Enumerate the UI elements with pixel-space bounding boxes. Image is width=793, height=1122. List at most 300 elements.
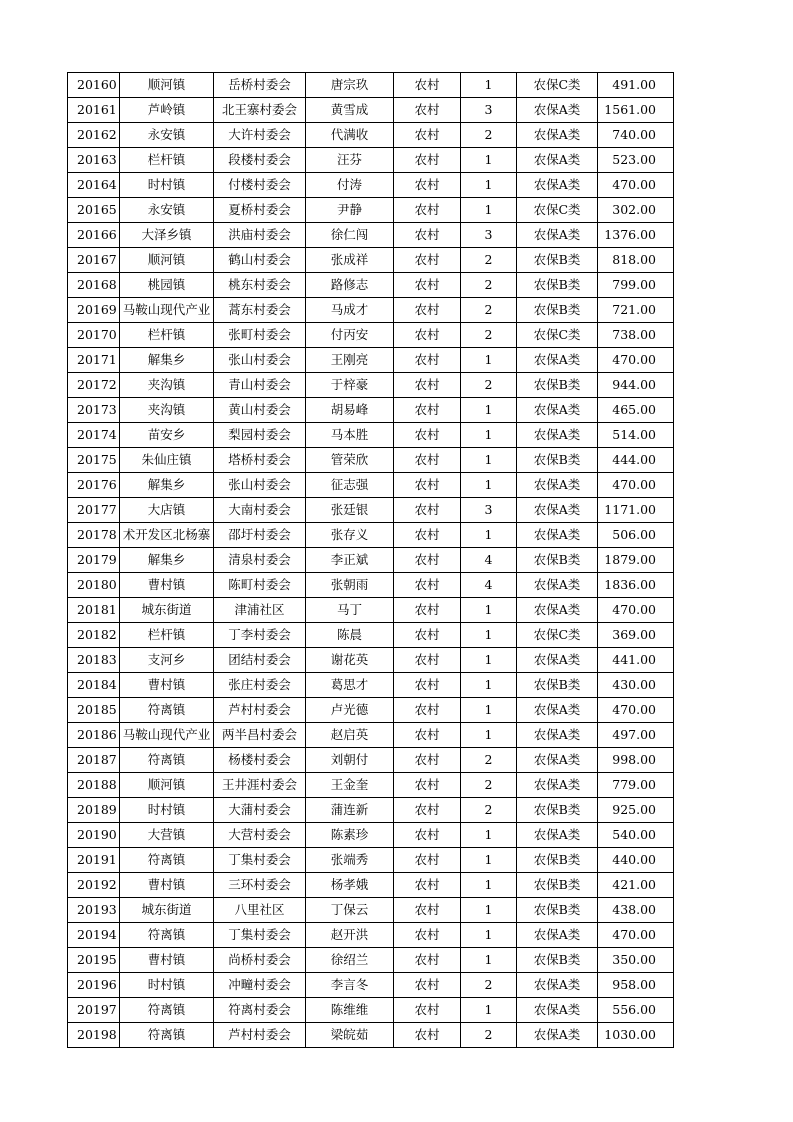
amount-cell: 444.00 xyxy=(598,448,674,473)
amount-cell: 497.00 xyxy=(598,723,674,748)
town-cell: 永安镇 xyxy=(120,198,214,223)
village-committee-cell: 团结村委会 xyxy=(214,648,306,673)
people-count-cell: 1 xyxy=(461,998,517,1023)
town-cell: 桃园镇 xyxy=(120,273,214,298)
amount-cell: 818.00 xyxy=(598,248,674,273)
amount-cell: 470.00 xyxy=(598,923,674,948)
village-committee-cell: 冲疃村委会 xyxy=(214,973,306,998)
town-cell: 夹沟镇 xyxy=(120,398,214,423)
person-name-cell: 付涛 xyxy=(306,173,394,198)
insurance-class-cell: 农保A类 xyxy=(517,423,598,448)
record-id-cell: 20196 xyxy=(68,973,120,998)
amount-cell: 998.00 xyxy=(598,748,674,773)
person-name-cell: 黄雪成 xyxy=(306,98,394,123)
town-cell: 大营镇 xyxy=(120,823,214,848)
people-count-cell: 4 xyxy=(461,573,517,598)
town-cell: 顺河镇 xyxy=(120,248,214,273)
household-type-cell: 农村 xyxy=(394,123,461,148)
household-type-cell: 农村 xyxy=(394,773,461,798)
table-row xyxy=(68,323,674,348)
household-type-cell: 农村 xyxy=(394,98,461,123)
people-count-cell: 2 xyxy=(461,323,517,348)
table-row xyxy=(68,998,674,1023)
table-row xyxy=(68,448,674,473)
people-count-cell: 1 xyxy=(461,173,517,198)
person-name-cell: 尹静 xyxy=(306,198,394,223)
household-type-cell: 农村 xyxy=(394,698,461,723)
household-type-cell: 农村 xyxy=(394,998,461,1023)
people-count-cell: 3 xyxy=(461,98,517,123)
person-name-cell: 王刚亮 xyxy=(306,348,394,373)
village-committee-cell: 岳桥村委会 xyxy=(214,73,306,98)
table-row xyxy=(68,948,674,973)
amount-cell: 491.00 xyxy=(598,73,674,98)
people-count-cell: 1 xyxy=(461,148,517,173)
village-committee-cell: 尚桥村委会 xyxy=(214,948,306,973)
insurance-class-cell: 农保C类 xyxy=(517,198,598,223)
town-cell: 马鞍山现代产业 xyxy=(120,723,214,748)
village-committee-cell: 夏桥村委会 xyxy=(214,198,306,223)
people-count-cell: 1 xyxy=(461,823,517,848)
amount-cell: 470.00 xyxy=(598,348,674,373)
household-type-cell: 农村 xyxy=(394,848,461,873)
person-name-cell: 唐宗玖 xyxy=(306,73,394,98)
person-name-cell: 胡易峰 xyxy=(306,398,394,423)
village-committee-cell: 桃东村委会 xyxy=(214,273,306,298)
household-type-cell: 农村 xyxy=(394,598,461,623)
amount-cell: 470.00 xyxy=(598,173,674,198)
person-name-cell: 蒲连新 xyxy=(306,798,394,823)
people-count-cell: 2 xyxy=(461,248,517,273)
town-cell: 顺河镇 xyxy=(120,73,214,98)
village-committee-cell: 大许村委会 xyxy=(214,123,306,148)
people-count-cell: 3 xyxy=(461,498,517,523)
person-name-cell: 李言冬 xyxy=(306,973,394,998)
town-cell: 顺河镇 xyxy=(120,773,214,798)
table-row xyxy=(68,73,674,98)
insurance-class-cell: 农保B类 xyxy=(517,873,598,898)
town-cell: 术开发区北杨寨 xyxy=(120,523,214,548)
record-id-cell: 20181 xyxy=(68,598,120,623)
household-type-cell: 农村 xyxy=(394,823,461,848)
amount-cell: 430.00 xyxy=(598,673,674,698)
table-row xyxy=(68,173,674,198)
people-count-cell: 2 xyxy=(461,123,517,148)
town-cell: 曹村镇 xyxy=(120,673,214,698)
household-type-cell: 农村 xyxy=(394,798,461,823)
record-id-cell: 20178 xyxy=(68,523,120,548)
record-id-cell: 20184 xyxy=(68,673,120,698)
table-row xyxy=(68,623,674,648)
record-id-cell: 20189 xyxy=(68,798,120,823)
person-name-cell: 马丁 xyxy=(306,598,394,623)
household-type-cell: 农村 xyxy=(394,298,461,323)
insurance-class-cell: 农保A类 xyxy=(517,473,598,498)
amount-cell: 799.00 xyxy=(598,273,674,298)
town-cell: 朱仙庄镇 xyxy=(120,448,214,473)
table-row xyxy=(68,123,674,148)
insurance-class-cell: 农保A类 xyxy=(517,498,598,523)
people-count-cell: 4 xyxy=(461,548,517,573)
amount-cell: 1171.00 xyxy=(598,498,674,523)
person-name-cell: 谢花英 xyxy=(306,648,394,673)
table-row xyxy=(68,523,674,548)
table-row xyxy=(68,498,674,523)
amount-cell: 925.00 xyxy=(598,798,674,823)
person-name-cell: 王金奎 xyxy=(306,773,394,798)
table-row xyxy=(68,98,674,123)
people-count-cell: 1 xyxy=(461,923,517,948)
village-committee-cell: 清泉村委会 xyxy=(214,548,306,573)
insurance-class-cell: 农保A类 xyxy=(517,723,598,748)
record-id-cell: 20175 xyxy=(68,448,120,473)
people-count-cell: 1 xyxy=(461,948,517,973)
record-id-cell: 20171 xyxy=(68,348,120,373)
household-type-cell: 农村 xyxy=(394,923,461,948)
person-name-cell: 葛思才 xyxy=(306,673,394,698)
people-count-cell: 1 xyxy=(461,348,517,373)
village-committee-cell: 丁集村委会 xyxy=(214,848,306,873)
insurance-class-cell: 农保A类 xyxy=(517,348,598,373)
insurance-class-cell: 农保B类 xyxy=(517,948,598,973)
table-row xyxy=(68,773,674,798)
insurance-class-cell: 农保A类 xyxy=(517,973,598,998)
insurance-class-cell: 农保B类 xyxy=(517,798,598,823)
insurance-class-cell: 农保C类 xyxy=(517,73,598,98)
town-cell: 大店镇 xyxy=(120,498,214,523)
household-type-cell: 农村 xyxy=(394,198,461,223)
person-name-cell: 付丙安 xyxy=(306,323,394,348)
amount-cell: 470.00 xyxy=(598,473,674,498)
insurance-class-cell: 农保A类 xyxy=(517,648,598,673)
table-row xyxy=(68,598,674,623)
village-committee-cell: 北王寨村委会 xyxy=(214,98,306,123)
people-count-cell: 1 xyxy=(461,848,517,873)
town-cell: 曹村镇 xyxy=(120,873,214,898)
household-type-cell: 农村 xyxy=(394,223,461,248)
household-type-cell: 农村 xyxy=(394,873,461,898)
village-committee-cell: 洪庙村委会 xyxy=(214,223,306,248)
table-row xyxy=(68,298,674,323)
people-count-cell: 2 xyxy=(461,773,517,798)
village-committee-cell: 芦村村委会 xyxy=(214,698,306,723)
household-type-cell: 农村 xyxy=(394,248,461,273)
record-id-cell: 20182 xyxy=(68,623,120,648)
person-name-cell: 张朝雨 xyxy=(306,573,394,598)
amount-cell: 470.00 xyxy=(598,698,674,723)
person-name-cell: 赵开洪 xyxy=(306,923,394,948)
record-id-cell: 20172 xyxy=(68,373,120,398)
table-row xyxy=(68,648,674,673)
table-row xyxy=(68,748,674,773)
table-row xyxy=(68,873,674,898)
record-id-cell: 20198 xyxy=(68,1023,120,1048)
record-id-cell: 20174 xyxy=(68,423,120,448)
person-name-cell: 赵启英 xyxy=(306,723,394,748)
amount-cell: 369.00 xyxy=(598,623,674,648)
household-type-cell: 农村 xyxy=(394,723,461,748)
record-id-cell: 20180 xyxy=(68,573,120,598)
table-row xyxy=(68,373,674,398)
record-id-cell: 20160 xyxy=(68,73,120,98)
household-type-cell: 农村 xyxy=(394,423,461,448)
town-cell: 解集乡 xyxy=(120,348,214,373)
amount-cell: 441.00 xyxy=(598,648,674,673)
village-committee-cell: 邵圩村委会 xyxy=(214,523,306,548)
table-row xyxy=(68,1023,674,1048)
household-type-cell: 农村 xyxy=(394,748,461,773)
village-committee-cell: 塔桥村委会 xyxy=(214,448,306,473)
town-cell: 永安镇 xyxy=(120,123,214,148)
insurance-class-cell: 农保A类 xyxy=(517,123,598,148)
village-committee-cell: 黄山村委会 xyxy=(214,398,306,423)
insurance-class-cell: 农保A类 xyxy=(517,223,598,248)
town-cell: 支河乡 xyxy=(120,648,214,673)
town-cell: 城东街道 xyxy=(120,598,214,623)
insurance-class-cell: 农保B类 xyxy=(517,273,598,298)
record-id-cell: 20187 xyxy=(68,748,120,773)
person-name-cell: 管荣欣 xyxy=(306,448,394,473)
record-id-cell: 20193 xyxy=(68,898,120,923)
record-id-cell: 20162 xyxy=(68,123,120,148)
amount-cell: 302.00 xyxy=(598,198,674,223)
village-committee-cell: 八里社区 xyxy=(214,898,306,923)
record-id-cell: 20195 xyxy=(68,948,120,973)
people-count-cell: 2 xyxy=(461,798,517,823)
village-committee-cell: 大蒲村委会 xyxy=(214,798,306,823)
record-id-cell: 20170 xyxy=(68,323,120,348)
insurance-class-cell: 农保A类 xyxy=(517,523,598,548)
insurance-class-cell: 农保C类 xyxy=(517,623,598,648)
table-row xyxy=(68,973,674,998)
town-cell: 解集乡 xyxy=(120,548,214,573)
table-row xyxy=(68,898,674,923)
town-cell: 符离镇 xyxy=(120,848,214,873)
amount-cell: 779.00 xyxy=(598,773,674,798)
people-count-cell: 2 xyxy=(461,273,517,298)
people-count-cell: 2 xyxy=(461,373,517,398)
amount-cell: 1879.00 xyxy=(598,548,674,573)
person-name-cell: 徐仁闯 xyxy=(306,223,394,248)
town-cell: 时村镇 xyxy=(120,173,214,198)
village-committee-cell: 梨园村委会 xyxy=(214,423,306,448)
household-type-cell: 农村 xyxy=(394,498,461,523)
household-type-cell: 农村 xyxy=(394,173,461,198)
amount-cell: 944.00 xyxy=(598,373,674,398)
amount-cell: 721.00 xyxy=(598,298,674,323)
record-id-cell: 20183 xyxy=(68,648,120,673)
person-name-cell: 张廷银 xyxy=(306,498,394,523)
household-type-cell: 农村 xyxy=(394,948,461,973)
household-type-cell: 农村 xyxy=(394,523,461,548)
household-type-cell: 农村 xyxy=(394,973,461,998)
amount-cell: 540.00 xyxy=(598,823,674,848)
record-id-cell: 20191 xyxy=(68,848,120,873)
table-row xyxy=(68,698,674,723)
insurance-class-cell: 农保A类 xyxy=(517,1023,598,1048)
record-id-cell: 20173 xyxy=(68,398,120,423)
record-id-cell: 20168 xyxy=(68,273,120,298)
insurance-class-cell: 农保B类 xyxy=(517,298,598,323)
village-committee-cell: 王井涯村委会 xyxy=(214,773,306,798)
person-name-cell: 汪芬 xyxy=(306,148,394,173)
people-count-cell: 1 xyxy=(461,873,517,898)
amount-cell: 514.00 xyxy=(598,423,674,448)
village-committee-cell: 张山村委会 xyxy=(214,348,306,373)
record-id-cell: 20161 xyxy=(68,98,120,123)
insurance-class-cell: 农保A类 xyxy=(517,598,598,623)
person-name-cell: 陈晨 xyxy=(306,623,394,648)
insurance-class-cell: 农保B类 xyxy=(517,848,598,873)
record-id-cell: 20197 xyxy=(68,998,120,1023)
insurance-class-cell: 农保B类 xyxy=(517,448,598,473)
town-cell: 解集乡 xyxy=(120,473,214,498)
insurance-class-cell: 农保B类 xyxy=(517,248,598,273)
amount-cell: 958.00 xyxy=(598,973,674,998)
person-name-cell: 张端秀 xyxy=(306,848,394,873)
town-cell: 栏杆镇 xyxy=(120,148,214,173)
people-count-cell: 1 xyxy=(461,698,517,723)
village-committee-cell: 大南村委会 xyxy=(214,498,306,523)
person-name-cell: 丁保云 xyxy=(306,898,394,923)
people-count-cell: 2 xyxy=(461,973,517,998)
town-cell: 芦岭镇 xyxy=(120,98,214,123)
household-type-cell: 农村 xyxy=(394,398,461,423)
record-id-cell: 20167 xyxy=(68,248,120,273)
household-type-cell: 农村 xyxy=(394,448,461,473)
table-row xyxy=(68,548,674,573)
record-id-cell: 20188 xyxy=(68,773,120,798)
people-count-cell: 2 xyxy=(461,298,517,323)
record-id-cell: 20169 xyxy=(68,298,120,323)
people-count-cell: 1 xyxy=(461,198,517,223)
record-id-cell: 20192 xyxy=(68,873,120,898)
person-name-cell: 征志强 xyxy=(306,473,394,498)
town-cell: 符离镇 xyxy=(120,698,214,723)
amount-cell: 506.00 xyxy=(598,523,674,548)
household-type-cell: 农村 xyxy=(394,148,461,173)
table-row xyxy=(68,823,674,848)
record-id-cell: 20190 xyxy=(68,823,120,848)
town-cell: 栏杆镇 xyxy=(120,623,214,648)
table-row xyxy=(68,348,674,373)
town-cell: 苗安乡 xyxy=(120,423,214,448)
household-type-cell: 农村 xyxy=(394,623,461,648)
household-type-cell: 农村 xyxy=(394,648,461,673)
people-count-cell: 2 xyxy=(461,1023,517,1048)
people-count-cell: 1 xyxy=(461,473,517,498)
amount-cell: 470.00 xyxy=(598,598,674,623)
table-row xyxy=(68,423,674,448)
insurance-class-cell: 农保A类 xyxy=(517,773,598,798)
insurance-class-cell: 农保A类 xyxy=(517,398,598,423)
record-id-cell: 20186 xyxy=(68,723,120,748)
table-row xyxy=(68,273,674,298)
household-type-cell: 农村 xyxy=(394,323,461,348)
village-committee-cell: 段楼村委会 xyxy=(214,148,306,173)
insurance-class-cell: 农保B类 xyxy=(517,548,598,573)
insurance-class-cell: 农保A类 xyxy=(517,923,598,948)
town-cell: 曹村镇 xyxy=(120,573,214,598)
record-id-cell: 20176 xyxy=(68,473,120,498)
person-name-cell: 卢光德 xyxy=(306,698,394,723)
amount-cell: 556.00 xyxy=(598,998,674,1023)
amount-cell: 1836.00 xyxy=(598,573,674,598)
household-type-cell: 农村 xyxy=(394,673,461,698)
table-row xyxy=(68,223,674,248)
town-cell: 符离镇 xyxy=(120,998,214,1023)
people-count-cell: 1 xyxy=(461,673,517,698)
town-cell: 夹沟镇 xyxy=(120,373,214,398)
person-name-cell: 陈素珍 xyxy=(306,823,394,848)
insurance-class-cell: 农保A类 xyxy=(517,698,598,723)
record-id-cell: 20166 xyxy=(68,223,120,248)
village-committee-cell: 两半昌村委会 xyxy=(214,723,306,748)
town-cell: 大泽乡镇 xyxy=(120,223,214,248)
person-name-cell: 路修志 xyxy=(306,273,394,298)
people-count-cell: 2 xyxy=(461,748,517,773)
table-row xyxy=(68,573,674,598)
village-committee-cell: 蒿东村委会 xyxy=(214,298,306,323)
town-cell: 城东街道 xyxy=(120,898,214,923)
amount-cell: 1030.00 xyxy=(598,1023,674,1048)
town-cell: 栏杆镇 xyxy=(120,323,214,348)
people-count-cell: 1 xyxy=(461,898,517,923)
household-type-cell: 农村 xyxy=(394,373,461,398)
town-cell: 符离镇 xyxy=(120,923,214,948)
person-name-cell: 马成才 xyxy=(306,298,394,323)
people-count-cell: 1 xyxy=(461,523,517,548)
town-cell: 曹村镇 xyxy=(120,948,214,973)
village-committee-cell: 青山村委会 xyxy=(214,373,306,398)
insurance-class-cell: 农保A类 xyxy=(517,173,598,198)
village-committee-cell: 丁李村委会 xyxy=(214,623,306,648)
insurance-class-cell: 农保A类 xyxy=(517,148,598,173)
village-committee-cell: 津浦社区 xyxy=(214,598,306,623)
village-committee-cell: 三环村委会 xyxy=(214,873,306,898)
people-count-cell: 1 xyxy=(461,448,517,473)
insurance-class-cell: 农保A类 xyxy=(517,98,598,123)
person-name-cell: 李正斌 xyxy=(306,548,394,573)
household-type-cell: 农村 xyxy=(394,573,461,598)
table-row xyxy=(68,248,674,273)
insurance-class-cell: 农保B类 xyxy=(517,898,598,923)
record-id-cell: 20177 xyxy=(68,498,120,523)
town-cell: 符离镇 xyxy=(120,748,214,773)
people-count-cell: 1 xyxy=(461,648,517,673)
record-id-cell: 20179 xyxy=(68,548,120,573)
amount-cell: 1376.00 xyxy=(598,223,674,248)
amount-cell: 738.00 xyxy=(598,323,674,348)
person-name-cell: 张成祥 xyxy=(306,248,394,273)
village-committee-cell: 张庄村委会 xyxy=(214,673,306,698)
person-name-cell: 张存义 xyxy=(306,523,394,548)
town-cell: 时村镇 xyxy=(120,798,214,823)
table-row xyxy=(68,198,674,223)
records-table xyxy=(67,72,674,1048)
person-name-cell: 于梓豪 xyxy=(306,373,394,398)
people-count-cell: 1 xyxy=(461,423,517,448)
record-id-cell: 20194 xyxy=(68,923,120,948)
people-count-cell: 1 xyxy=(461,598,517,623)
table-row xyxy=(68,798,674,823)
table-row xyxy=(68,923,674,948)
village-committee-cell: 符离村委会 xyxy=(214,998,306,1023)
table-row xyxy=(68,673,674,698)
household-type-cell: 农村 xyxy=(394,73,461,98)
town-cell: 符离镇 xyxy=(120,1023,214,1048)
table-row xyxy=(68,148,674,173)
